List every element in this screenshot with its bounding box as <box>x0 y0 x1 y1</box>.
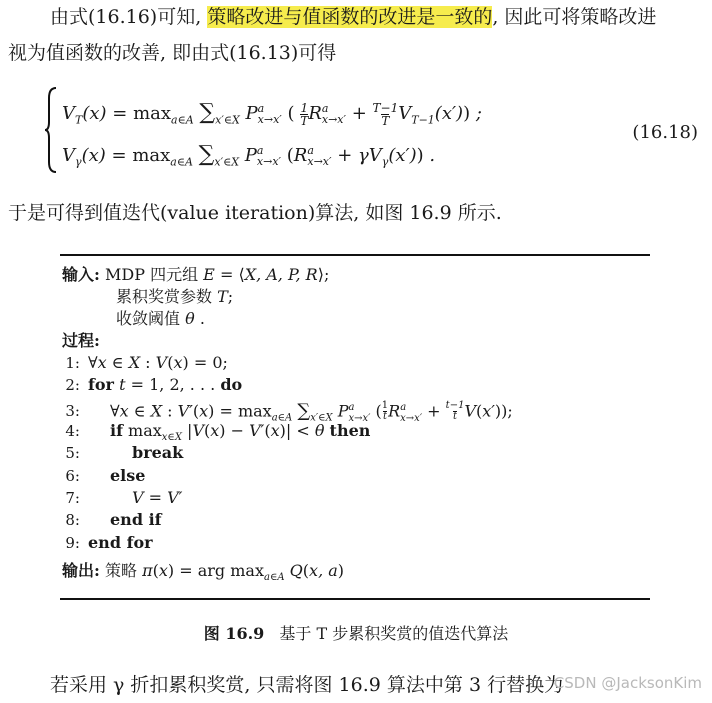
algorithm-step-2: 2: for t = 1, 2, . . . do <box>65 375 243 394</box>
algorithm-input-line-1: 输入: MDP 四元组 E = ⟨X, A, P, R⟩; <box>62 265 330 284</box>
algorithm-step-9: 9: end for <box>65 533 153 552</box>
output-label: 输出: <box>62 561 100 580</box>
input-label: 输入: <box>62 265 100 284</box>
equation-number: (16.18) <box>632 122 698 143</box>
paragraph-1-line-2: 视为值函数的改善, 即由式(16.13)可得 <box>8 42 337 64</box>
algorithm-input-line-2: 累积奖赏参数 T; <box>116 287 234 306</box>
algorithm-step-1: 1: ∀x ∈ X : V(x) = 0; <box>65 353 228 372</box>
algorithm-output: 输出: 策略 π(x) = arg $\max_{a\in A} Q(x$, a) <box>62 561 345 584</box>
algorithm-step-3: 3: ∀x ∈ X : $V'(x) = \max_{a\in A} \sum_{x'\in X}$ $P^a_{x\to x'}$ ( $\frac{1}{t}$ $R^a_{x\to x'}$ + $\frac{t-1}{t}$ V(x′)); <box>65 400 513 424</box>
algorithm-bottom-rule <box>60 598 650 600</box>
para1-before: 由式(16.16)可知, <box>50 6 208 28</box>
watermark: CSDN @JacksonKim <box>553 674 702 692</box>
caption-text: 基于 T 步累积奖赏的值迭代算法 <box>279 624 509 643</box>
algorithm-top-rule <box>60 254 650 256</box>
caption-label: 图 16.9 <box>203 624 265 643</box>
algorithm-step-8: 8: end if <box>65 510 162 529</box>
algorithm-step-5: 5: break <box>65 443 184 462</box>
algorithm-step-6: 6: else <box>65 466 146 485</box>
para1-after: , 因此可将策略改进 <box>492 6 657 28</box>
paragraph-3: 若采用 γ 折扣累积奖赏, 只需将图 16.9 算法中第 3 行替换为 <box>50 674 564 696</box>
process-label: 过程: <box>62 331 100 350</box>
equation-row-2: $V_\gamma(x) = \max_{a\in A} \sum_{x'\in X}$ P a x→x′ (R a x→x′ + $\gamma V_\gamma(x')$) . <box>62 142 436 169</box>
figure-caption <box>0 621 712 644</box>
equation-row-1: $V_T(x) = \max_{a\in A} \sum_{x'\in X}$ P a x→x′ ( $\frac{1}{T}$ R a x→x′ + $\frac{T-1}{T}$ $V_{T-1}(x')$) ; <box>62 100 482 128</box>
algorithm-step-7: 7: V = V′ <box>65 488 183 507</box>
algorithm-input-line-3: 收敛阈值 θ . <box>116 309 205 328</box>
left-brace-icon <box>44 86 58 174</box>
paragraph-2: 于是可得到值迭代(value iteration)算法, 如图 16.9 所示. <box>8 202 502 224</box>
highlighted-text: 策略改进与值函数的改进是一致的 <box>207 6 493 28</box>
paragraph-1-line-1 <box>50 4 656 30</box>
algorithm-step-4: 4: if $\max_{x\in X} |V(x) - V'(x)| < \theta$ then <box>65 421 371 444</box>
